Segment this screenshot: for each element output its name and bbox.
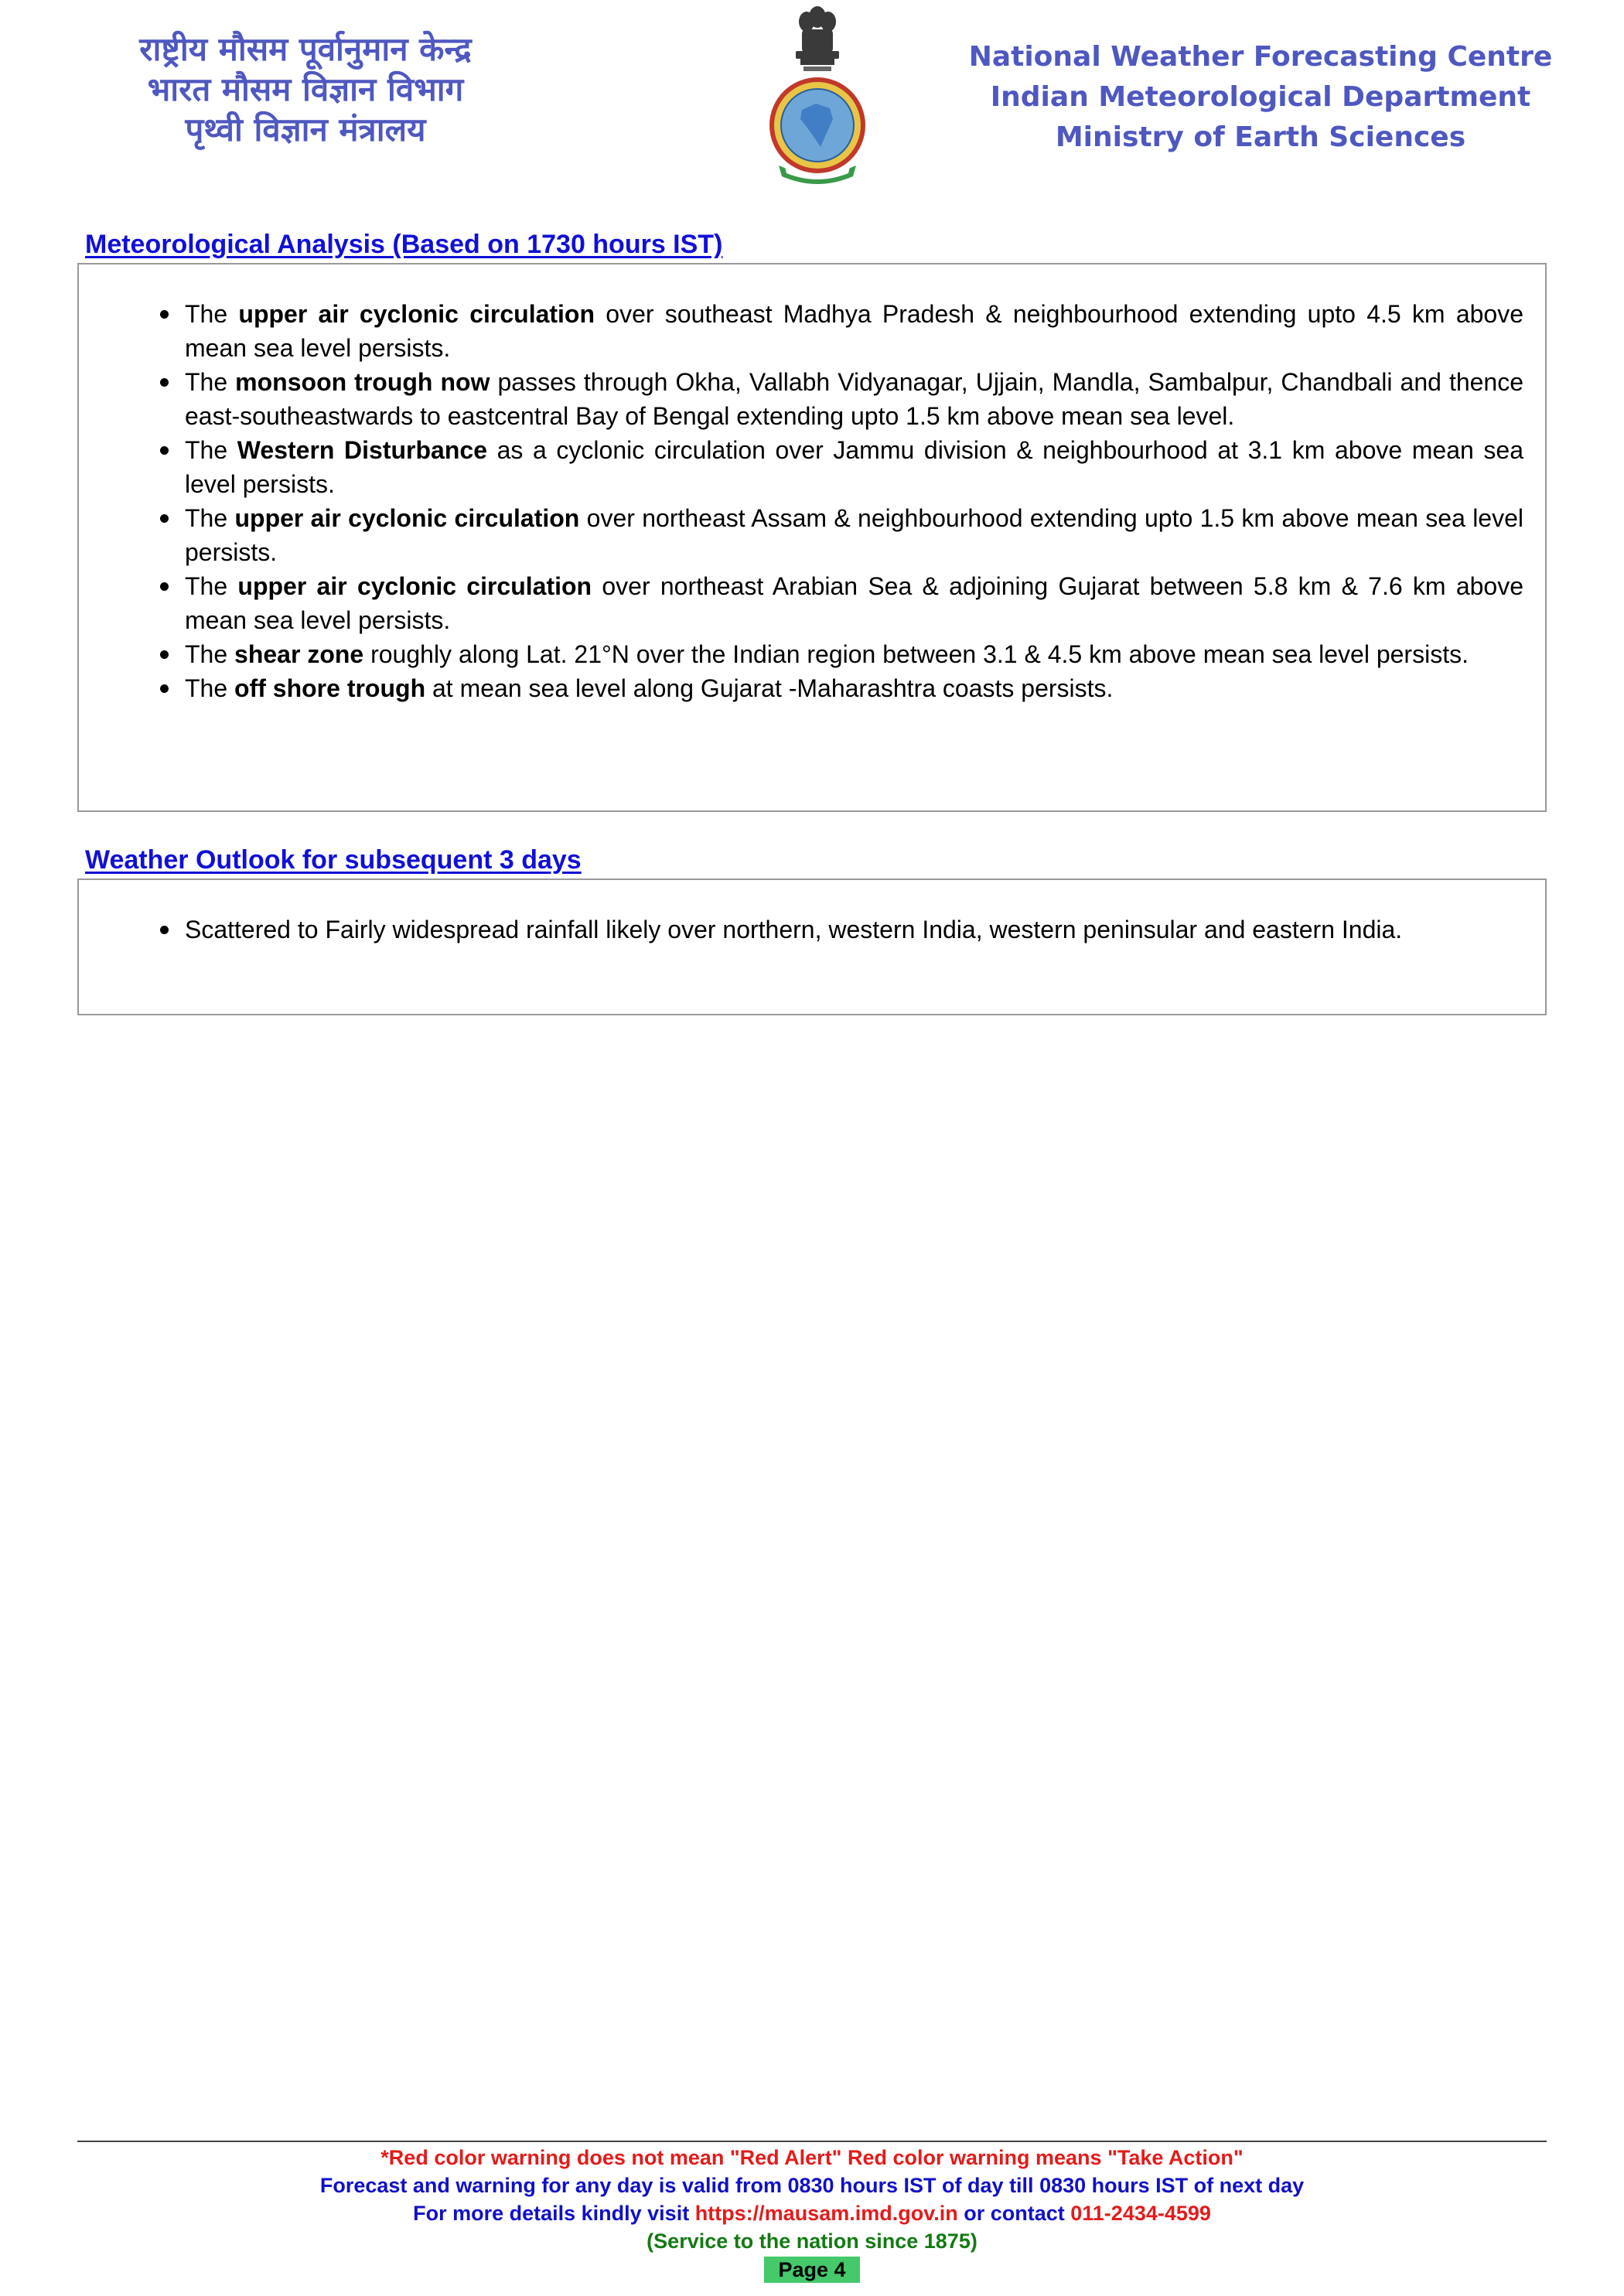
- page-header: [0, 0, 1624, 193]
- analysis-item: The monsoon trough now passes through Okha, Vallabh Vidyanagar, Ujjain, Mandla, Sambalpur, Chandbali and thence east-southeastwards to eastcentral Bay of Bengal extending upto 1.5 km above mean sea level.: [104, 365, 1523, 433]
- footer-phone: 011-2434-4599: [1070, 2202, 1211, 2225]
- outlook-item: Scattered to Fairly widespread rainfall likely over northern, western India, western peninsular and eastern India.: [104, 913, 1523, 947]
- footer-contact-prefix: For more details kindly visit: [413, 2202, 695, 2225]
- hindi-title-line-1: राष्ट्रीय मौसम पूर्वानुमान केन्द्र: [139, 30, 472, 68]
- footer-contact: [0, 2199, 1624, 2227]
- english-title-line-2: Indian Meteorological Department: [990, 81, 1531, 113]
- analysis-list: [104, 297, 1523, 705]
- footer-divider: [77, 2141, 1547, 2142]
- english-title-line-1: National Weather Forecasting Centre: [968, 41, 1553, 73]
- imd-emblem-icon: [762, 2, 874, 187]
- outlook-box: [77, 878, 1547, 1015]
- footer-contact-mid: or contact: [957, 2202, 1071, 2225]
- page-number-badge: Page 4: [764, 2257, 859, 2283]
- analysis-item: The upper air cyclonic circulation over northeast Assam & neighbourhood extending upto 1.5 km above mean sea level persists.: [104, 501, 1523, 569]
- analysis-item: The shear zone roughly along Lat. 21°N over the Indian region between 3.1 & 4.5 km above mean sea level persists.: [104, 637, 1523, 671]
- footer-validity: Forecast and warning for any day is valid from 0830 hours IST of day till 0830 hours IST of next day: [319, 2174, 1305, 2197]
- analysis-item: The off shore trough at mean sea level along Gujarat -Maharashtra coasts persists.: [104, 671, 1523, 705]
- english-title-block: [959, 37, 1562, 158]
- analysis-item: The upper air cyclonic circulation over southeast Madhya Pradesh & neighbourhood extending upto 4.5 km above mean sea level persists.: [104, 297, 1523, 365]
- page-footer: [0, 2144, 1624, 2284]
- footer-service: (Service to the nation since 1875): [647, 2229, 977, 2253]
- outlook-list: [104, 913, 1523, 947]
- outlook-heading[interactable]: Weather Outlook for subsequent 3 days: [85, 845, 582, 875]
- hindi-title-line-3: पृथ्वी विज्ञान मंत्रालय: [185, 111, 426, 148]
- hindi-title-block: [77, 29, 534, 150]
- english-title-line-3: Ministry of Earth Sciences: [1055, 121, 1466, 153]
- analysis-heading[interactable]: Meteorological Analysis (Based on 1730 hours IST): [85, 230, 723, 259]
- analysis-item: The Western Disturbance as a cyclonic circulation over Jammu division & neighbourhood at 3.1 km above mean sea level persists.: [104, 433, 1523, 501]
- hindi-title-line-2: भारत मौसम विज्ञान विभाग: [147, 70, 464, 108]
- analysis-item: The upper air cyclonic circulation over northeast Arabian Sea & adjoining Gujarat between 5.8 km & 7.6 km above mean sea level persists.: [104, 569, 1523, 637]
- footer-website-link[interactable]: https://mausam.imd.gov.in: [694, 2202, 958, 2225]
- footer-warning: *Red color warning does not mean "Red Alert" Red color warning means "Take Action": [380, 2146, 1244, 2169]
